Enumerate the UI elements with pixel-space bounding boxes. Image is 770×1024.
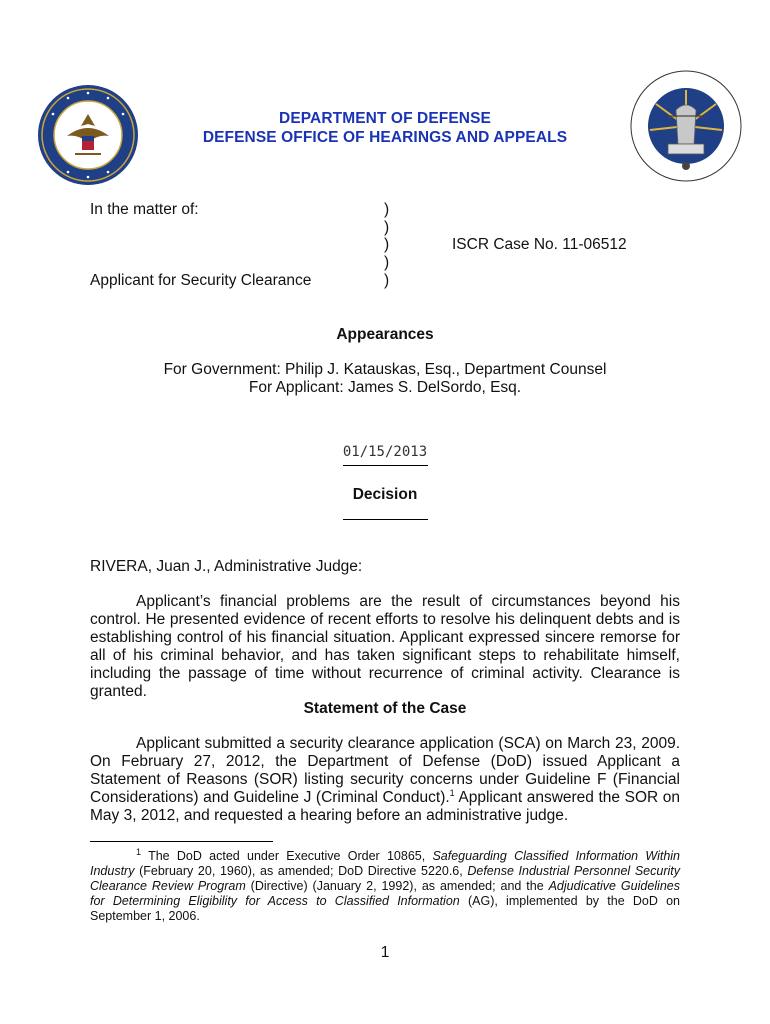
footnote-title: Adjudicative Guidelines for Determining Eligibility for Access to Classified Information — [90, 879, 680, 908]
statement-text-1: Applicant submitted a security clearance application (SCA) on March 23, 2009. On February 27, 2012, the Department of Defense (DoD) issued Applicant a Statement of Reasons (SOR) listing security concerns under Guideline F (Financial Considerations) and Guideline J (Criminal Conduct). — [90, 735, 680, 806]
caption-paren: ) — [384, 201, 390, 218]
header-office: DEFENSE OFFICE OF HEARINGS AND APPEALS — [202, 129, 568, 146]
applicant-counsel: For Applicant: James S. DelSordo, Esq. — [248, 379, 522, 396]
caption-paren: ) — [384, 236, 390, 253]
caption-paren: ) — [384, 272, 390, 289]
statement-text-2: Applicant answered the SOR on May 3, 2012, and requested a hearing before an administrative judge. — [90, 789, 680, 824]
caption-paren: ) — [384, 219, 390, 236]
matter-label: In the matter of: — [90, 201, 199, 218]
statement-heading: Statement of the Case — [303, 700, 467, 717]
appearances-heading: Appearances — [336, 326, 434, 343]
footnote-title: Safeguarding Classified Information Within Industry — [90, 849, 680, 878]
footnote-text: (Directive) (January 2, 1992), as amended; and the — [245, 879, 549, 893]
page-number: 1 — [380, 944, 390, 961]
footnote — [90, 846, 681, 924]
footnote-text: The DoD acted under Executive Order 10865, — [141, 849, 433, 863]
caption-paren: ) — [384, 254, 390, 271]
header-department: DEPARTMENT OF DEFENSE — [279, 110, 491, 127]
date-rule — [343, 465, 428, 466]
government-counsel: For Government: Philip J. Katauskas, Esq., Department Counsel — [163, 361, 607, 378]
footnote-number: 1 — [136, 846, 142, 857]
decision-rule — [343, 519, 428, 520]
applicant-label: Applicant for Security Clearance — [90, 272, 312, 289]
decision-heading: Decision — [352, 486, 418, 503]
intro-paragraph: Applicant’s financial problems are the result of circumstances beyond his control. He presented evidence of recent efforts to resolve his delinquent debts and is establishing control of his financial situation. Applicant expressed sincere remorse for all of his criminal behavior, and has taken significant steps to rehabilitate himself, including the passage of time without recurrence of criminal activity. Clearance is granted. — [90, 593, 680, 700]
footnote-text: (February 20, 1960), as amended; DoD Directive 5220.6, — [134, 864, 468, 878]
decision-date: 01/15/2013 — [342, 444, 428, 460]
footnote-ref[interactable]: 1 — [449, 787, 455, 798]
footnote-title: Defense Industrial Personnel Security Clearance Review Program — [90, 864, 680, 893]
statement-paragraph — [90, 735, 680, 825]
case-number: ISCR Case No. 11-06512 — [452, 236, 627, 253]
footnote-rule — [90, 841, 273, 842]
judge-line: RIVERA, Juan J., Administrative Judge: — [90, 558, 363, 575]
footnote-text: (AG), implemented by the DoD on September 1, 2006. — [90, 894, 681, 923]
